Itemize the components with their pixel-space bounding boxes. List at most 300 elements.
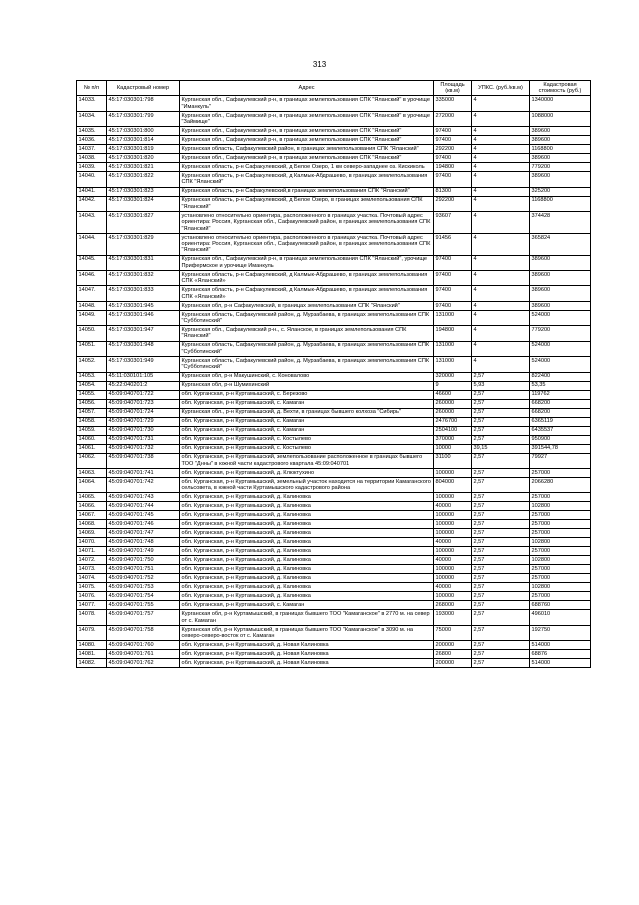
row-number-cell: 14063. — [77, 468, 107, 477]
cadastral-number-cell: 45:09:040701:724 — [107, 408, 180, 417]
cadastral-value-cell: 389600 — [530, 154, 591, 163]
cadastral-number-cell: 45:09:040701:754 — [107, 592, 180, 601]
cadastral-number-cell: 45:17:030301:832 — [107, 271, 180, 286]
table-row — [77, 326, 591, 341]
upks-cell: 2,57 — [472, 390, 530, 399]
row-number-cell: 14060. — [77, 435, 107, 444]
cadastral-number-cell: 45:11:030101:105 — [107, 372, 180, 381]
table-row — [77, 390, 591, 399]
upks-cell: 2,57 — [472, 601, 530, 610]
address-cell: обл. Курганская, р-н Куртамышский, д. Новая Калиновка — [180, 659, 434, 668]
row-number-cell: 14055. — [77, 390, 107, 399]
row-number-cell: 14064. — [77, 477, 107, 492]
row-number-cell: 14045. — [77, 255, 107, 270]
table-row — [77, 493, 591, 502]
table-row — [77, 547, 591, 556]
address-cell: Курганская обл., Сафакулевский р-н, в границах землепользования СПК "Яланский" — [180, 127, 434, 136]
cadastral-value-cell: 53,35 — [530, 381, 591, 390]
address-cell: обл. Курганская, р-н Куртамышский, д. Клюктухино — [180, 468, 434, 477]
upks-cell: 2,57 — [472, 408, 530, 417]
header-row — [77, 81, 591, 96]
row-number-cell: 14035. — [77, 127, 107, 136]
table-row — [77, 187, 591, 196]
row-number-cell: 14052. — [77, 357, 107, 372]
cadastral-value-cell: 257000 — [530, 493, 591, 502]
address-cell: Курганская область, р-н Сафакулевский, д Белое Озеро, в границах землепользования СПК "Яланский" — [180, 196, 434, 211]
row-number-cell: 14054. — [77, 381, 107, 390]
cadastral-number-cell: 45:09:040701:755 — [107, 601, 180, 610]
address-cell: Курганская обл., Сафакулевский р-н, в границах землепользования СПК "Яланский" — [180, 154, 434, 163]
table-row — [77, 444, 591, 453]
upks-cell: 4 — [472, 154, 530, 163]
row-number-cell: 14038. — [77, 154, 107, 163]
address-cell: Курганская область, Сафакулевский район, д. Мурзабаева, в границах землепользования СПК "Субботинский" — [180, 310, 434, 325]
area-cell: 131000 — [434, 357, 472, 372]
cadastral-value-cell: 119762 — [530, 390, 591, 399]
cadastral-number-cell: 45:17:030301:947 — [107, 326, 180, 341]
row-number-cell: 14078. — [77, 610, 107, 625]
table-row — [77, 286, 591, 301]
upks-cell: 2,57 — [472, 565, 530, 574]
cadastral-number-cell: 45:17:030301:820 — [107, 154, 180, 163]
row-number-cell: 14077. — [77, 601, 107, 610]
upks-cell: 2,57 — [472, 583, 530, 592]
row-number-cell: 14043. — [77, 212, 107, 234]
upks-cell: 4 — [472, 111, 530, 126]
table-row — [77, 233, 591, 255]
header-row-number: № п/п — [77, 81, 107, 96]
address-cell: обл. Курганская, р-н Куртамышский, д. Калиновка — [180, 493, 434, 502]
upks-cell: 2,57 — [472, 556, 530, 565]
area-cell: 268000 — [434, 601, 472, 610]
cadastral-number-cell: 45:17:030301:799 — [107, 111, 180, 126]
table-row — [77, 538, 591, 547]
upks-cell: 2,57 — [472, 372, 530, 381]
cadastral-number-cell: 45:17:030301:945 — [107, 301, 180, 310]
table-row — [77, 196, 591, 211]
address-cell: обл. Курганская, р-н Куртамышский, с. Камаган — [180, 417, 434, 426]
upks-cell: 4 — [472, 96, 530, 111]
table-row — [77, 399, 591, 408]
upks-cell: 4 — [472, 271, 530, 286]
upks-cell: 4 — [472, 136, 530, 145]
cadastral-number-cell: 45:17:030301:949 — [107, 357, 180, 372]
row-number-cell: 14033. — [77, 96, 107, 111]
cadastral-value-cell: 514000 — [530, 641, 591, 650]
address-cell: обл. Курганская, р-н Куртамышский, д. Калиновка — [180, 574, 434, 583]
row-number-cell: 14076. — [77, 592, 107, 601]
row-number-cell: 14062. — [77, 453, 107, 468]
row-number-cell: 14048. — [77, 301, 107, 310]
table-row — [77, 583, 591, 592]
upks-cell: 4 — [472, 233, 530, 255]
cadastral-number-cell: 45:09:040701:762 — [107, 659, 180, 668]
cadastral-value-cell: 1088000 — [530, 111, 591, 126]
table-row — [77, 502, 591, 511]
table-row — [77, 641, 591, 650]
area-cell: 97400 — [434, 127, 472, 136]
address-cell: Курганская область, р-н Сафакулевский, д Калмык-Абдрашево, в границах землепользования СПК "Яланский" — [180, 172, 434, 187]
cadastral-value-cell: 192750 — [530, 625, 591, 640]
area-cell: 40000 — [434, 556, 472, 565]
upks-cell: 4 — [472, 145, 530, 154]
cadastral-value-cell: 1168800 — [530, 196, 591, 211]
row-number-cell: 14068. — [77, 520, 107, 529]
area-cell: 260000 — [434, 408, 472, 417]
table-row — [77, 511, 591, 520]
address-cell: обл. Курганская, р-н Куртамышский, с. Камаган — [180, 601, 434, 610]
address-cell: Курганская обл, р-н Куртамышский, в границах бывшего ТОО "Камаганское" в 3090 м. на северо-северо-восток от с. Камаган — [180, 625, 434, 640]
address-cell: обл. Курганская, р-н Куртамышский, д. Калиновка — [180, 565, 434, 574]
area-cell: 131000 — [434, 341, 472, 356]
upks-cell: 2,57 — [472, 453, 530, 468]
cadastral-value-cell: 1340000 — [530, 96, 591, 111]
address-cell: обл. Курганская, р-н Куртамышский, д. Калиновка — [180, 529, 434, 538]
cadastral-value-cell: 257000 — [530, 592, 591, 601]
area-cell: 97400 — [434, 301, 472, 310]
cadastral-value-cell: 389600 — [530, 271, 591, 286]
cadastral-number-cell: 45:09:040701:730 — [107, 426, 180, 435]
cadastral-number-cell: 45:09:040701:744 — [107, 502, 180, 511]
table-row — [77, 96, 591, 111]
table-row — [77, 154, 591, 163]
upks-cell: 2,57 — [472, 417, 530, 426]
cadastral-value-cell: 102800 — [530, 556, 591, 565]
upks-cell: 2,57 — [472, 538, 530, 547]
cadastral-number-cell: 45:09:040701:750 — [107, 556, 180, 565]
header-cadastral-value: Кадастровая стоимость (руб.) — [530, 81, 591, 96]
row-number-cell: 14072. — [77, 556, 107, 565]
address-cell: обл. Курганская, р-н Куртамышский, д. Калиновка — [180, 502, 434, 511]
cadastral-value-cell: 668200 — [530, 399, 591, 408]
row-number-cell: 14057. — [77, 408, 107, 417]
area-cell: 31100 — [434, 453, 472, 468]
address-cell: Курганская область, Сафакулевский район, д. Мурзабаева, в границах землепользования СПК "Субботинский" — [180, 341, 434, 356]
upks-cell: 2,57 — [472, 547, 530, 556]
row-number-cell: 14079. — [77, 625, 107, 640]
area-cell: 81300 — [434, 187, 472, 196]
area-cell: 2476700 — [434, 417, 472, 426]
area-cell: 97400 — [434, 136, 472, 145]
upks-cell: 2,57 — [472, 641, 530, 650]
cadastral-number-cell: 45:17:030301:822 — [107, 172, 180, 187]
row-number-cell: 14042. — [77, 196, 107, 211]
area-cell: 320000 — [434, 372, 472, 381]
cadastral-value-cell: 325200 — [530, 187, 591, 196]
table-row — [77, 381, 591, 390]
table-row — [77, 565, 591, 574]
cadastral-value-cell: 688760 — [530, 601, 591, 610]
row-number-cell: 14069. — [77, 529, 107, 538]
area-cell: 100000 — [434, 574, 472, 583]
address-cell: Курганская обл., Сафакулевский р-н, в границах землепользования СПК "Яланский" в урочище "Займище" — [180, 111, 434, 126]
row-number-cell: 14034. — [77, 111, 107, 126]
cadastral-number-cell: 45:09:040701:747 — [107, 529, 180, 538]
upks-cell: 2,57 — [472, 426, 530, 435]
cadastral-number-cell: 45:09:040701:761 — [107, 650, 180, 659]
header-cadastral-number: Кадастровый номер — [107, 81, 180, 96]
area-cell: 272000 — [434, 111, 472, 126]
address-cell: обл. Курганская, р-н Куртамышский, д. Калиновка — [180, 511, 434, 520]
row-number-cell: 14071. — [77, 547, 107, 556]
table-row — [77, 372, 591, 381]
cadastral-value-cell: 822400 — [530, 372, 591, 381]
area-cell: 100000 — [434, 493, 472, 502]
address-cell: обл. Курганская, р-н Куртамышский, с. Березово — [180, 390, 434, 399]
row-number-cell: 14039. — [77, 163, 107, 172]
area-cell: 40000 — [434, 538, 472, 547]
table-row — [77, 574, 591, 583]
address-cell: Курганская область, р-н Сафакулевский,в границах землепользования СПК "Яланский" — [180, 187, 434, 196]
table-row — [77, 127, 591, 136]
upks-cell: 2,57 — [472, 529, 530, 538]
header-address: Адрес — [180, 81, 434, 96]
upks-cell: 2,57 — [472, 511, 530, 520]
cadastral-value-cell: 779200 — [530, 163, 591, 172]
table-row — [77, 408, 591, 417]
table-row — [77, 271, 591, 286]
cadastral-number-cell: 45:17:030301:831 — [107, 255, 180, 270]
cadastral-value-cell: 389600 — [530, 127, 591, 136]
area-cell: 40000 — [434, 502, 472, 511]
upks-cell: 2,57 — [472, 650, 530, 659]
table-row — [77, 520, 591, 529]
area-cell: 75000 — [434, 625, 472, 640]
area-cell: 100000 — [434, 592, 472, 601]
row-number-cell: 14066. — [77, 502, 107, 511]
cadastral-value-cell: 389600 — [530, 136, 591, 145]
upks-cell: 4 — [472, 301, 530, 310]
row-number-cell: 14081. — [77, 650, 107, 659]
cadastral-value-cell: 374428 — [530, 212, 591, 234]
cadastral-value-cell: 2066280 — [530, 477, 591, 492]
area-cell: 194800 — [434, 326, 472, 341]
cadastral-value-cell: 389600 — [530, 172, 591, 187]
table-row — [77, 255, 591, 270]
area-cell: 100000 — [434, 565, 472, 574]
row-number-cell: 14044. — [77, 233, 107, 255]
address-cell: обл. Курганская, р-н Куртамышский, землепользование расположенное в границах бывшего ТОО "Днны" в южной части кадастрового квартала 45:09:040701 — [180, 453, 434, 468]
cadastral-value-cell: 257000 — [530, 574, 591, 583]
cadastral-value-cell: 389600 — [530, 286, 591, 301]
cadastral-value-cell: 779200 — [530, 326, 591, 341]
cadastral-value-cell: 257000 — [530, 565, 591, 574]
table-row — [77, 310, 591, 325]
address-cell: обл. Курганская, р-н Куртамышский, с. Костылево — [180, 435, 434, 444]
upks-cell: 4 — [472, 310, 530, 325]
address-cell: Курганская область, р-н Сафакулевский, д Калмык-Абдрашево, в границах землепользования СПК «Яланский» — [180, 286, 434, 301]
cadastral-number-cell: 45:09:040701:749 — [107, 547, 180, 556]
area-cell: 9 — [434, 381, 472, 390]
area-cell: 91456 — [434, 233, 472, 255]
row-number-cell: 14056. — [77, 399, 107, 408]
area-cell: 370000 — [434, 435, 472, 444]
cadastral-number-cell: 45:17:030301:824 — [107, 196, 180, 211]
page-number: 313 — [312, 60, 327, 69]
address-cell: Курганская обл., Сафакулевский р-н., с. Яланское, в границах землепользования СПК "Яланский" — [180, 326, 434, 341]
address-cell: обл. Курганская, р-н Куртамышский, д. Калиновка — [180, 538, 434, 547]
cadastral-number-cell: 45:09:040701:732 — [107, 444, 180, 453]
row-number-cell: 14053. — [77, 372, 107, 381]
cadastral-number-cell: 45:09:040701:738 — [107, 453, 180, 468]
upks-cell: 4 — [472, 172, 530, 187]
area-cell: 93607 — [434, 212, 472, 234]
cadastral-value-cell: 389600 — [530, 301, 591, 310]
address-cell: обл. Курганская, р-н Куртамышский, д. Новая Калиновка — [180, 641, 434, 650]
table-row — [77, 592, 591, 601]
address-cell: обл. Курганская, р-н Куртамышский, с. Костылево — [180, 444, 434, 453]
row-number-cell: 14040. — [77, 172, 107, 187]
address-cell: Курганская обл, р-н Куртамышский, в границах бывшего ТОО "Камаганское" в 2770 м. на север от с. Камаган — [180, 610, 434, 625]
table-row — [77, 426, 591, 435]
header-upks: УПКС. (руб./кв.м) — [472, 81, 530, 96]
upks-cell: 2,57 — [472, 574, 530, 583]
cadastral-number-cell: 45:17:030301:946 — [107, 310, 180, 325]
cadastral-value-cell: 524000 — [530, 310, 591, 325]
cadastral-value-cell: 524000 — [530, 357, 591, 372]
address-cell: Курганская обл, р-н Макушинский, с. Коновалово — [180, 372, 434, 381]
cadastral-value-cell: 1168800 — [530, 145, 591, 154]
table-row — [77, 659, 591, 668]
cadastral-value-cell: 257000 — [530, 547, 591, 556]
row-number-cell: 14061. — [77, 444, 107, 453]
table-row — [77, 610, 591, 625]
row-number-cell: 14070. — [77, 538, 107, 547]
cadastral-number-cell: 45:09:040701:741 — [107, 468, 180, 477]
upks-cell: 4 — [472, 196, 530, 211]
upks-cell: 4 — [472, 326, 530, 341]
address-cell: Курганская область, Сафакулевский район, в границах землепользования СПК "Яланский" — [180, 145, 434, 154]
cadastral-number-cell: 45:17:030301:823 — [107, 187, 180, 196]
cadastral-number-cell: 45:09:040701:760 — [107, 641, 180, 650]
area-cell: 97400 — [434, 154, 472, 163]
address-cell: обл. Курганская, р-н Куртамышский, с. Камаган — [180, 399, 434, 408]
address-cell: Курганская обл, р-н Сафакулевский, в границах землепользования СПК "Яланский" — [180, 301, 434, 310]
upks-cell: 2,57 — [472, 477, 530, 492]
upks-cell: 2,57 — [472, 625, 530, 640]
table-row — [77, 111, 591, 126]
upks-cell: 4 — [472, 187, 530, 196]
cadastral-number-cell: 45:09:040701:745 — [107, 511, 180, 520]
area-cell: 335000 — [434, 96, 472, 111]
address-cell: Курганская обл., Сафакулевский р-н, в границах землепользования СПК "Яланский" — [180, 136, 434, 145]
address-cell: обл. Курганская, р-н Куртамышский, земельный участок находится на территории Камаганского сельсовета, в южной части Куртамышского кадастрового района — [180, 477, 434, 492]
address-cell: обл. Курганская, р-н Куртамышский, с. Камаган — [180, 426, 434, 435]
table-row — [77, 435, 591, 444]
area-cell: 97400 — [434, 172, 472, 187]
row-number-cell: 14058. — [77, 417, 107, 426]
table-row — [77, 601, 591, 610]
area-cell: 100000 — [434, 547, 472, 556]
cadastral-value-cell: 496010 — [530, 610, 591, 625]
row-number-cell: 14073. — [77, 565, 107, 574]
area-cell: 97400 — [434, 286, 472, 301]
upks-cell: 4 — [472, 357, 530, 372]
cadastral-value-cell: 102800 — [530, 502, 591, 511]
area-cell: 100000 — [434, 520, 472, 529]
cadastral-value-cell: 365824 — [530, 233, 591, 255]
table-header — [77, 81, 591, 96]
upks-cell: 4 — [472, 163, 530, 172]
address-cell: Курганская область, р-н Сафакулевский, д Белое Озеро, 1 км северо-западнее оз. Кискиколь — [180, 163, 434, 172]
cadastral-number-cell: 45:09:040701:722 — [107, 390, 180, 399]
cadastral-number-cell: 45:09:040701:731 — [107, 435, 180, 444]
cadastral-value-cell: 102800 — [530, 538, 591, 547]
cadastral-value-cell: 391544,78 — [530, 444, 591, 453]
cadastral-value-cell: 6365119 — [530, 417, 591, 426]
row-number-cell: 14067. — [77, 511, 107, 520]
area-cell: 131000 — [434, 310, 472, 325]
cadastral-value-cell: 257000 — [530, 511, 591, 520]
cadastral-value-table — [76, 80, 591, 668]
area-cell: 260000 — [434, 399, 472, 408]
area-cell: 97400 — [434, 271, 472, 286]
cadastral-number-cell: 45:09:040701:753 — [107, 583, 180, 592]
cadastral-number-cell: 45:09:040701:742 — [107, 477, 180, 492]
cadastral-number-cell: 45:09:040701:723 — [107, 399, 180, 408]
area-cell: 100000 — [434, 529, 472, 538]
cadastral-value-cell: 6435537 — [530, 426, 591, 435]
cadastral-number-cell: 45:17:030301:827 — [107, 212, 180, 234]
area-cell: 194800 — [434, 163, 472, 172]
area-cell: 10000 — [434, 444, 472, 453]
cadastral-value-cell: 257000 — [530, 529, 591, 538]
upks-cell: 2,57 — [472, 502, 530, 511]
cadastral-value-cell: 668200 — [530, 408, 591, 417]
cadastral-value-cell: 950900 — [530, 435, 591, 444]
cadastral-value-cell: 514000 — [530, 659, 591, 668]
cadastral-value-cell: 68876 — [530, 650, 591, 659]
cadastral-number-cell: 45:17:030301:821 — [107, 163, 180, 172]
cadastral-value-cell: 102800 — [530, 583, 591, 592]
address-cell: Курганская обл., р-н Куртамышский, д. Вехти, в границах бывшего колхоза "Сибирь" — [180, 408, 434, 417]
upks-cell: 5,93 — [472, 381, 530, 390]
area-cell: 193000 — [434, 610, 472, 625]
table-row — [77, 341, 591, 356]
address-cell: Курганская обл., Сафакулевский р-н, в границах землепользования СПК "Яланский" в урочище "Иманкуль" — [180, 96, 434, 111]
cadastral-number-cell: 45:09:040701:758 — [107, 625, 180, 640]
cadastral-value-cell: 79927 — [530, 453, 591, 468]
table-row — [77, 357, 591, 372]
table-row — [77, 556, 591, 565]
upks-cell: 2,57 — [472, 592, 530, 601]
cadastral-number-cell: 45:17:030301:798 — [107, 96, 180, 111]
cadastral-number-cell: 45:09:040701:743 — [107, 493, 180, 502]
cadastral-number-cell: 45:09:040701:752 — [107, 574, 180, 583]
table-row — [77, 163, 591, 172]
cadastral-number-cell: 45:17:030301:819 — [107, 145, 180, 154]
area-cell: 2504100 — [434, 426, 472, 435]
cadastral-number-cell: 45:17:030301:833 — [107, 286, 180, 301]
cadastral-value-cell: 257000 — [530, 468, 591, 477]
upks-cell: 4 — [472, 255, 530, 270]
upks-cell: 2,57 — [472, 610, 530, 625]
cadastral-number-cell: 45:09:040701:751 — [107, 565, 180, 574]
table-row — [77, 477, 591, 492]
address-cell: установлено относительно ориентира, расположенного в границах участка. Почтовый адрес ориентира: Россия, Курганская обл., Сафакулевский район, в границах землепользования СПК "Яланский" — [180, 233, 434, 255]
table-row — [77, 625, 591, 640]
table-row — [77, 172, 591, 187]
upks-cell: 2,57 — [472, 520, 530, 529]
cadastral-number-cell: 45:09:040701:757 — [107, 610, 180, 625]
row-number-cell: 14065. — [77, 493, 107, 502]
cadastral-number-cell: 45:17:030301:829 — [107, 233, 180, 255]
upks-cell: 4 — [472, 212, 530, 234]
area-cell: 292200 — [434, 196, 472, 211]
table-row — [77, 145, 591, 154]
table-row — [77, 136, 591, 145]
cadastral-value-cell: 389600 — [530, 255, 591, 270]
